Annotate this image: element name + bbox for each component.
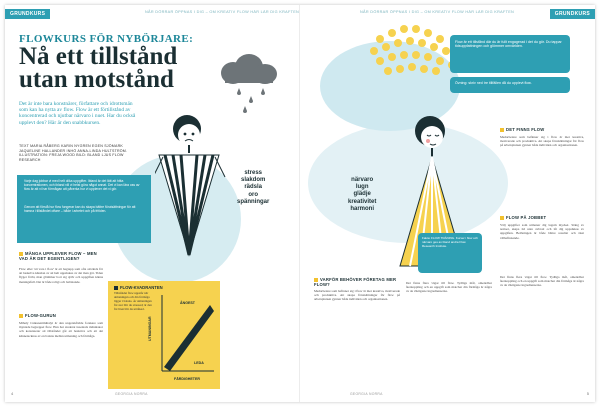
body-text: Det finns flera vägar till flow. Tydliga mål, omedelbar återkoppling och en uppgift som matchar din förmåga är några av de viktigaste ingredienserna. bbox=[500, 275, 584, 288]
stress-word: spänningar bbox=[237, 198, 270, 205]
axis-label: FÄRDIGHETER bbox=[174, 377, 200, 381]
page-title: Nå ett tillstånd utan motstånd bbox=[19, 43, 178, 93]
calm-word-list bbox=[348, 177, 376, 213]
column-heading: MÄNGA UPPLEVER FLOW – MEN VAD ÄR DET EGENTLIGEN? bbox=[19, 251, 97, 261]
bullet-icon bbox=[500, 216, 504, 220]
body-text: Medarbetare som befinner sig i flow är mer kreativa, motiverade och produktiva. Att skapa förutsättningar för flow på arbetsplatsen gynnar både individen och organisationen. bbox=[500, 135, 584, 148]
column-heading: FLOW-GURUN bbox=[19, 313, 103, 318]
info-bubble bbox=[418, 233, 482, 273]
info-box-text: Genom att förstå hur flow fungerar kan du skapa bättre förutsättningar för att hamna i tillståndet oftare – både i arbetet och på fritiden. bbox=[24, 205, 136, 214]
body-text: Välj uppgifter som utmanar dig lagom mycket. Stäng av notiser, skapa tid utan avbrott och låt dig uppslukas av uppgiften. Belöningen är både bättre resultat och ökat välbefinnande. bbox=[500, 223, 584, 240]
info-text: Fakta: FLOW TRÄNING. Kurser i flow och närvaro ges av bland andra Flow Research Institute. bbox=[422, 236, 478, 248]
box-title: FLOW-KVADRANTEN bbox=[114, 285, 163, 290]
quote-bubble bbox=[450, 77, 570, 93]
calm-word: lugn bbox=[355, 184, 369, 191]
stress-word: oro bbox=[248, 191, 258, 198]
stress-word-list bbox=[237, 170, 269, 206]
running-head: NÅR DÖRRAR ÖPPNAS I DIG – OM KREATIV FLOW HÄR LÄR DIG KRAFTEN bbox=[360, 10, 515, 14]
calm-word: harmoni bbox=[350, 205, 375, 212]
flow-channel-box bbox=[108, 281, 220, 389]
quote-bubble bbox=[450, 35, 570, 73]
body-text: Medarbetare som befinner sig i flow är mer kreativa, motiverade och produktiva. Att skapa förutsättningar för flow på arbetsplatsen gynnar både individen och organisationen. bbox=[314, 289, 400, 302]
info-box-text: Varje dag jobbar vi med helt olika uppgifter. Ibland är det lätt att hitta koncentrationen, och ibland vill vi helst göra något annat. Det vi kan lära oss av flow är att vi har förmågan att påverka hur vi upplever det vi gör. bbox=[24, 179, 140, 192]
body-text: Det finns flera vägar till flow. Tydliga mål, omedelbar återkoppling och en uppgift som matchar din förmåga är några av de viktigaste ingredienserna. bbox=[406, 281, 492, 294]
stressed-figure-illustration bbox=[155, 105, 245, 265]
body-text: Mihaly Csikszentmihalyi är den ungerskfödde forskare som myntade begreppet flow. Han har studerat tusentals människor och konstaterar att tillståndet går att beskriva och att det kännetecknas av en balans mellan utmaning och förmåga. bbox=[19, 321, 103, 338]
column-heading: FLOW PÅ JOBBET bbox=[500, 215, 584, 220]
right-page bbox=[300, 5, 595, 402]
running-head: NÅR DÖRRAR ÖPPNAS I DIG – OM KREATIV FLOW HÄR LÄR DIG KRAFTEN bbox=[145, 10, 300, 14]
body-text: Flow eller 'att vara i flow' är ett begrepp som ofta används för att beskriva känslan av att helt uppslukas av det man gör. Tiden flyger förbi, man glömmer bort sig själv och uppgiften känns meningsfull. Det är både roligt och belönande. bbox=[19, 267, 103, 284]
kicker: FLOWKURS FÖR NYBÖRJARE: bbox=[19, 33, 194, 45]
axis-label: UTMANINGAR bbox=[148, 316, 152, 341]
calm-word: glädje bbox=[353, 191, 371, 198]
stress-word: stress bbox=[244, 170, 263, 176]
ingress: Det är inte bara konstnärer, författare och idrottsmän som kan ha nytta av flow. Flow är ett förtillstånd av koncentrerad och njutbar närvaro i nuet. Har du också upplevt den? Här är den snabbkursen. bbox=[19, 101, 136, 126]
bullet-icon bbox=[500, 128, 504, 132]
zone-label: FLOWKANAL bbox=[187, 318, 204, 340]
stress-word: rädsla bbox=[244, 184, 263, 191]
section-tab: GRUNDKURS bbox=[5, 9, 50, 19]
left-page bbox=[5, 5, 300, 402]
quote-text: Övning: skriv ned tre tillfällen då du upplevt flow. bbox=[455, 81, 532, 85]
column-heading: DET FINNS FLOW bbox=[500, 127, 584, 132]
info-box bbox=[17, 175, 151, 243]
calm-word: kreativitet bbox=[348, 198, 377, 205]
quote-text: Flow är ett tillstånd där du är fullt engagerad i det du gör. Du tappar tidsuppfattningen och glömmer omvärlden. bbox=[455, 40, 562, 49]
page-number: 5 bbox=[586, 391, 589, 396]
calm-word: närvaro bbox=[351, 177, 374, 183]
bullet-icon bbox=[114, 286, 118, 290]
footer-text: GEORGIA NORRA bbox=[115, 392, 148, 396]
footer-text: GEORGIA NORRA bbox=[350, 392, 383, 396]
page-number: 4 bbox=[11, 391, 14, 396]
stress-word: slakdom bbox=[241, 177, 266, 184]
byline: TEXT MARIA RÅBERG KARIN NYGREN EGEN SJÖMARK JAQUELINE HALLANDER INHÖ ANNA-LINDA HULTSTRÖM. ILLUSTRATION: FREJA WOOD BILD: BLAND LJUS FLOW RESEARCH bbox=[19, 144, 128, 162]
zone-label: LEDA bbox=[194, 361, 204, 365]
bullet-icon bbox=[19, 314, 23, 318]
column-heading: VARFÖR BEHÖVER FÖRETAG MER FLOW? bbox=[314, 277, 397, 287]
box-text: Tillståndet flow uppstår när utmaningen och din förmåga ligger i balans. Är utmaningen för stor blir du stressad; är den för liten blir du uttråkad. bbox=[114, 291, 152, 311]
magazine-spread bbox=[5, 5, 595, 402]
section-tab: GRUNDKURS bbox=[550, 9, 595, 19]
zone-label: ÅNGEST bbox=[180, 301, 195, 305]
